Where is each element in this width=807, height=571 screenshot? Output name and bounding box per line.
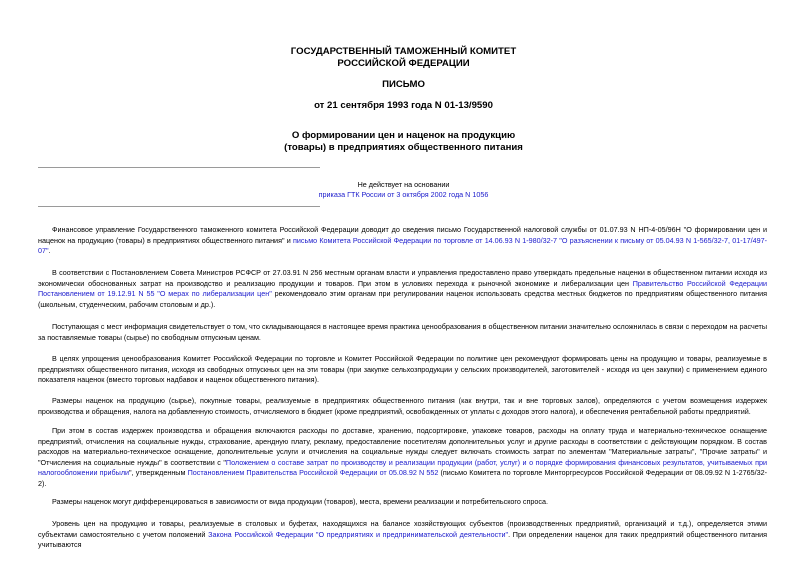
- divider-top: [38, 167, 320, 168]
- paragraph-2: [38, 268, 767, 310]
- paragraph-1-link[interactable]: письмо Комитета Российской Федерации по торговле от 14.06.93 N 1-980/32-7 "О разъяснении к письму от 05.04.93 N 1-565/32-7, 01-17/497-07": [38, 235, 767, 256]
- divider-bottom: [38, 206, 320, 207]
- document-date-number: от 21 сентября 1993 года N 01-13/9590: [314, 100, 493, 111]
- paragraph-7: Размеры наценок могут дифференцироваться в зависимости от вида продукции (товаров), места, времени реализации и потребительского спроса.: [52, 497, 548, 506]
- paragraph-3: Поступающая с мест информация свидетельствует о том, что складывающаяся в настоящее время практика ценообразования в общественном питании значительно осложнилась в связи с переходом на расчеты за поставляемые товары (сырье) по свободным отпускным ценам.: [38, 322, 767, 342]
- paragraph-6-link-regulation[interactable]: Положением о составе затрат по производству и реализации продукции (работ, услуг) и о порядке формирования финансовых результатов, учитываемых при налогообложении прибыли: [38, 457, 767, 478]
- paragraph-6-end: (письмо Комитета по торговле Минторгресурсов Российской Федерации от 08.09.92 N 1-2765/32-2).: [38, 468, 767, 488]
- paragraph-8-text: Уровень цен на продукцию и товары, реализуемые в столовых и буфетах, находящихся на балансе хозяйствующих субъектов (производственных предприятий, организаций и т.д.), определяется этими субъектами самостоятельно с учетом положений: [38, 519, 767, 539]
- paragraph-8-end: . При определении наценок для таких предприятий общественного питания учитываются: [38, 529, 768, 550]
- paragraph-5: Размеры наценок на продукцию (сырье), покупные товары, реализуемые в предприятиях общественного питания (как внутри, так и вне торговых залов), определяются с учетом возмещения издержек производства и обращения, налога на добавленную стоимость, отчисляемого в бюджет (кроме предприятий, освобожденных от уплаты с доходов этого налога), и обеспечения рентабельной работы предприятий.: [38, 396, 767, 416]
- paragraph-4: В целях упрощения ценообразования Комитет Российской Федерации по торговле и Комитет Российской Федерации по политике цен рекомендуют формировать цены на продукцию и товары, реализуемые в предприятиях общественного питания, исходя из свободных отпускных цен на эти товары (при закупке сельхозпродукции у сельских производителей, заготовителей - исходя из цен закупки) с применением единого показателя наценок (вместо торговых надбавок и наценок общественного питания).: [38, 354, 767, 385]
- paragraph-2-text: В соответствии с Постановлением Совета Министров РСФСР от 27.03.91 N 256 местным органам власти и управления предоставлено право утверждать предельные наценки в общественном питании исходя из экономически обоснованных затрат на производство и реализацию продукции и товаров. При этом в условиях перехода к рыночной экономике и либерализации цен: [38, 268, 767, 288]
- paragraph-1-text: Финансовое управление Государственного таможенного комитета Российской Федерации доводит до сведения письмо Государственной налоговой службы от 01.07.93 N НП-4-05/96Н "О формировании цен и наценок на продукцию (товары) в предприятиях общественного питания" и: [38, 225, 767, 245]
- issuer-line-2: РОССИЙСКОЙ ФЕДЕРАЦИИ: [337, 58, 470, 69]
- status-link[interactable]: приказа ГТК России от 3 октября 2002 года N 1056: [318, 190, 489, 199]
- paragraph-6-text: При этом в состав издержек производства и обращения включаются расходы по доставке, хранению, подсортировке, упаковке товаров, расходы на оплату труда и материально-техническое оснащение предприятий, отчисления на социальные нужды, страхование, арендную плату, рекламу, предоставление посетителям дополнительных услуг и другие расходы в соответствии с действующим порядком. В состав расходов на материально-техническое оснащение, дополнительные услуги и отчисления на социальные нужды следует включать стоимость затрат по элементам "Материальные затраты", "Прочие затраты" и "Отчисления на социальные нужды" в соответствии с ": [38, 426, 767, 467]
- paragraph-2-link[interactable]: Правительство Российской Федерации Постановлением от 19.12.91 N 55 "О мерах по либерализации цен": [38, 278, 767, 299]
- paragraph-6-link-resolution[interactable]: Постановлением Правительства Российской Федерации от 05.08.92 N 552: [187, 468, 439, 478]
- document-title-line-2: (товары) в предприятиях общественного питания: [284, 142, 523, 153]
- document-type: ПИСЬМО: [382, 79, 425, 90]
- paragraph-6: [38, 426, 767, 490]
- issuer-line-1: ГОСУДАРСТВЕННЫЙ ТАМОЖЕННЫЙ КОМИТЕТ: [290, 46, 517, 57]
- paragraph-2-end: рекомендовало этим органам при регулировании наценок использовать средства местных бюджетов по предприятиям общественного питания (школьным, студенческим, рабочим столовым и др.).: [38, 289, 767, 309]
- paragraph-8-link[interactable]: Закона Российской Федерации "О предприятиях и предпринимательской деятельности": [208, 529, 509, 539]
- paragraph-8: [38, 519, 767, 551]
- paragraph-1: [38, 225, 767, 257]
- paragraph-6-text-2: ", утвержденным: [129, 468, 188, 478]
- paragraph-1-end: .: [48, 246, 51, 256]
- status-note: Не действует на основании: [357, 180, 450, 189]
- document-title-line-1: О формировании цен и наценок на продукцию: [291, 130, 516, 141]
